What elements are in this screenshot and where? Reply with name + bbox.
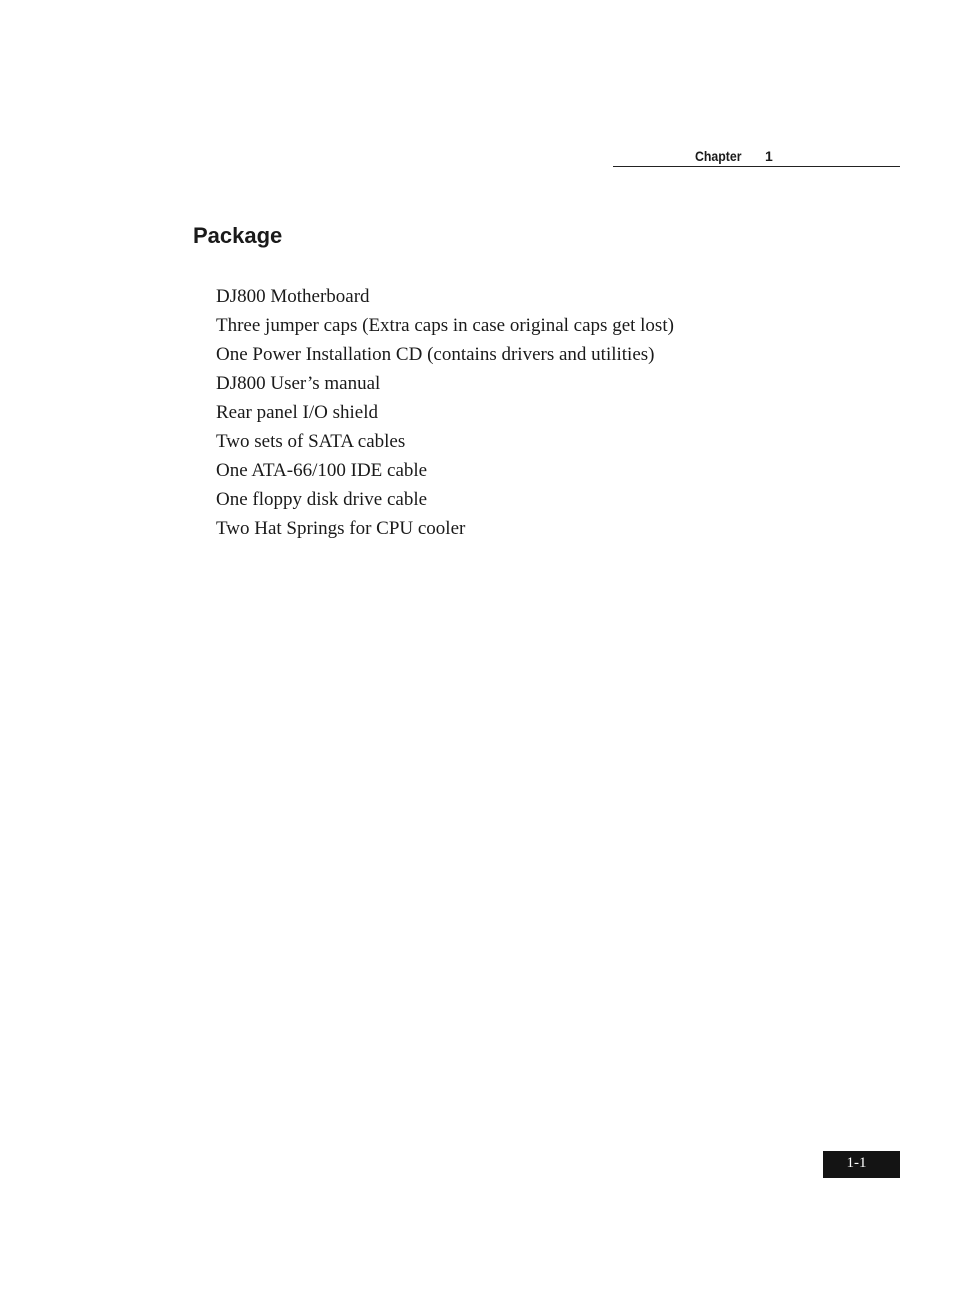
section-title: Package (193, 223, 283, 248)
list-item: DJ800 User’s manual (216, 373, 381, 394)
list-item: One Power Installation CD (contains drivers and utilities) (216, 344, 655, 365)
chapter-label: Chapter (695, 148, 742, 164)
list-item: One floppy disk drive cable (216, 489, 428, 510)
list-item: Two sets of SATA cables (216, 431, 406, 452)
package-contents-list (216, 282, 674, 543)
list-item: One ATA-66/100 IDE cable (216, 460, 428, 481)
chapter-number: 1 (765, 148, 773, 164)
list-item: Two Hat Springs for CPU cooler (216, 518, 466, 539)
list-item: Rear panel I/O shield (216, 402, 378, 423)
list-item: DJ800 Motherboard (216, 286, 370, 307)
page-number-badge: 1-1 (823, 1151, 900, 1178)
chapter-header (613, 147, 900, 167)
list-item: Three jumper caps (Extra caps in case original caps get lost) (216, 315, 674, 336)
